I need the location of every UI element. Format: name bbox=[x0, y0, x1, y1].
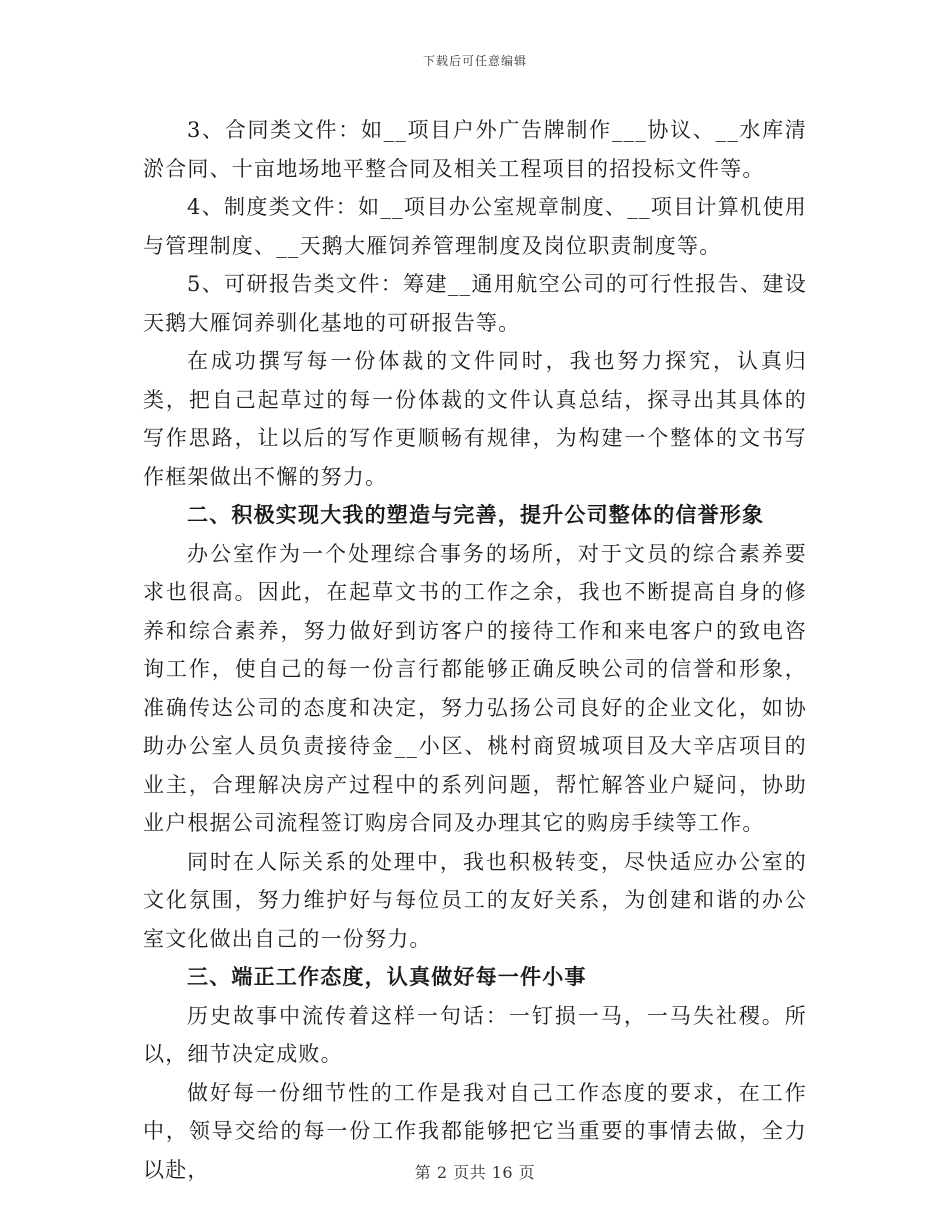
paragraph-regulation-files: 4、制度类文件：如__项目办公室规章制度、__项目计算机使用与管理制度、__天鹅大雁饲养管理制度及岗位职责制度等。 bbox=[143, 195, 807, 258]
section-heading-3: 三、端正工作态度，认真做好每一件小事 bbox=[187, 965, 587, 989]
paragraph-contract-files: 3、合同类文件：如__项目户外广告牌制作___协议、__水库清淤合同、十亩地场地平整合同及相关工程项目的招投标文件等。 bbox=[143, 118, 807, 181]
paragraph-work-attitude: 做好每一份细节性的工作是我对自己工作态度的要求，在工作中，领导交给的每一份工作我都能够把它当重要的事情去做，全力以赴， bbox=[143, 1080, 807, 1182]
paragraph-proverb: 历史故事中流传着这样一句话：一钉损一马，一马失社稷。所以，细节决定成败。 bbox=[143, 1003, 807, 1066]
section-heading-2: 二、积极实现大我的塑造与完善，提升公司整体的信誉形象 bbox=[187, 503, 765, 527]
paragraph-writing-summary: 在成功撰写每一份体裁的文件同时，我也努力探究，认真归类，把自己起草过的每一份体裁的文件认真总结，探寻出其具体的写作思路，让以后的写作更顺畅有规律，为构建一个整体的文书写作框架做出不懈的努力。 bbox=[143, 349, 807, 489]
document-body bbox=[143, 111, 807, 1189]
page-number: 第 2 页共 16 页 bbox=[414, 1163, 536, 1182]
paragraph-office-duties: 办公室作为一个处理综合事务的场所，对于文员的综合素养要求也很高。因此，在起草文书的工作之余，我也不断提高自身的修养和综合素养，努力做好到访客户的接待工作和来电客户的致电咨询工作，使自己的每一份言行都能够正确反映公司的信誉和形象，准确传达公司的态度和决定，努力弘扬公司良好的企业文化，如协助办公室人员负责接待金__小区、桃村商贸城项目及大辛店项目的业主，合理解决房产过程中的系列问题，帮忙解答业户疑问，协助业户根据公司流程签订购房合同及办理其它的购房手续等工作。 bbox=[143, 541, 807, 835]
header-note: 下载后可任意编辑 bbox=[422, 54, 527, 68]
paragraph-feasibility-reports: 5、可研报告类文件：筹建__通用航空公司的可行性报告、建设天鹅大雁饲养驯化基地的可研报告等。 bbox=[143, 272, 807, 335]
paragraph-interpersonal: 同时在人际关系的处理中，我也积极转变，尽快适应办公室的文化氛围，努力维护好与每位员工的友好关系，为创建和谐的办公室文化做出自己的一份努力。 bbox=[143, 849, 807, 951]
